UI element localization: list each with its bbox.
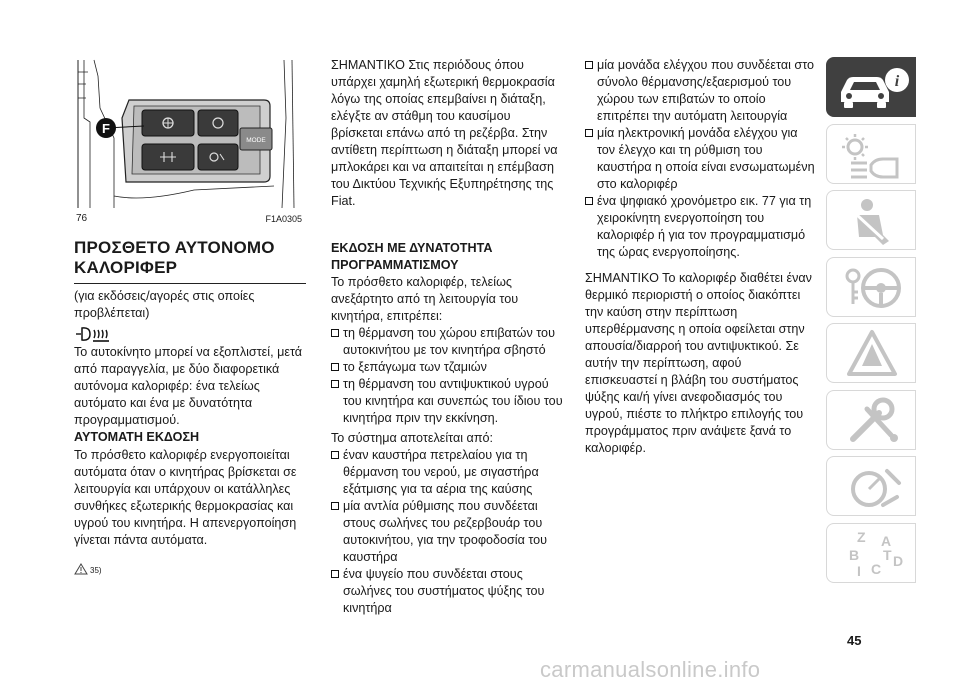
tab-safety[interactable] xyxy=(826,190,916,250)
tab-vehicle-knowledge[interactable] xyxy=(826,57,916,117)
important-note-limiter: ΣΗΜΑΝΤΙΚΟ Το καλοριφέρ διαθέτει έναν θερμικό περιοριστή ο οποίος διακόπτει την καύση στην περίπτωση υπερθέρμανσης η οποία οφείλεται στην απουσία/διαρροή του αντιψυκτικού. Σε αυτήν την περίπτωση, αφού επισκευαστεί η βλάβη του συστήματος ψύξης και/ή γίνει ανεφοδιασμός του υγρού, πιέστε το πλήκτρο επιλογής του προγράμματος πριν ανάψετε ξανά το καλοριφέρ. xyxy=(585,271,812,455)
mode-label: MODE xyxy=(246,137,266,144)
system-part-item: μία ηλεκτρονική μονάδα ελέγχου για τον έλεγχο και τη ρύθμιση του καυστήρα η οποία είναι ενσωματωμένη στο καλοριφέρ xyxy=(585,125,817,193)
index-letters-icon xyxy=(827,524,917,584)
system-part-item: ένα ψηφιακό χρονόμετρο εικ. 77 για τη χειροκίνητη ενεργοποίηση του καλοριφέρ ή για τον προγραμματισμό της ώρας ενεργοποίησης. xyxy=(585,193,817,261)
tab-index[interactable] xyxy=(826,523,916,583)
important-note-fuel: ΣΗΜΑΝΤΙΚΟ Στις περιόδους όπου υπάρχει χαμηλή εξωτερική θερμοκρασία λόγω της οποίας επεμβαίνει η διάταξη, ελέγξτε αν στάθμη του καυσίμου βρίσκεται επάνω από τη ρεζέρβα. Στην αντίθετη περίπτωση η διάταξη μπορεί να μπλοκάρει και να απαιτείται η επέμβαση του Δικτύου Τεχνικής Εξυπηρέτησης της Fiat. xyxy=(331,58,558,208)
tab-dashboard-lights[interactable] xyxy=(826,124,916,184)
index-letter: C xyxy=(871,560,882,577)
tab-emergency[interactable] xyxy=(826,323,916,383)
system-part-item: μία μονάδα ελέγχου που συνδέεται στο σύνολο θέρμανσης/εξαερισμού του χώρου των επιβατών το οποίο επιτρέπει την αυτόματη λειτουργία xyxy=(585,57,817,125)
car-info-icon xyxy=(827,58,917,118)
allows-item: το ξεπάγωμα των τζαμιών xyxy=(331,359,563,376)
system-part-item: μία αντλία ρύθμισης που συνδέεται στους σωλήνες του ρεζερβουάρ του αυτοκινήτου, για την τροφοδοσία του καυστήρα xyxy=(331,498,563,566)
figure-callout: F xyxy=(102,121,110,136)
page-number: 45 xyxy=(847,633,862,648)
system-part-item: έναν καυστήρα πετρελαίου για τη θέρμανση του νερού, με σιγαστήρα εξάτμισης για τα αέρια της καύσης xyxy=(331,447,563,498)
title-rule xyxy=(74,283,306,284)
warning-triangle-icon xyxy=(827,324,917,384)
figure-code: F1A0305 xyxy=(265,214,302,224)
tab-starting-driving[interactable] xyxy=(826,257,916,317)
warning-reference-number: 35) xyxy=(90,566,102,575)
eco-heater-icon xyxy=(74,324,118,344)
system-parts-continued xyxy=(585,57,817,261)
airbag-seat-icon xyxy=(827,191,917,251)
section-title-line2: ΚΑΛΟΡΙΦΕΡ xyxy=(74,258,178,277)
body-automatic: Το πρόσθετο καλοριφέρ ενεργοποιείται αυτόματα όταν ο κινητήρας βρίσκεται σε λειτουργία και υπάρχουν οι κατάλληλες συνθήκες εξωτερικής θερμοκρασίας και υγρού του κινητήρα. Η απενεργοποίηση γίνεται πάντα αυτόματα. xyxy=(74,448,297,547)
body-programmable: Το πρόσθετο καλοριφέρ, τελείως ανεξάρτητο από τη λειτουργία του κινητήρα, επιτρέπει: xyxy=(331,275,519,323)
index-letter: D xyxy=(893,552,904,569)
tab-maintenance[interactable] xyxy=(826,390,916,450)
intro-text: (για εκδόσεις/αγορές στις οποίες προβλέπεται) xyxy=(74,289,255,320)
watermark: carmanualsonline.info xyxy=(540,657,761,682)
tab-technical-data[interactable] xyxy=(826,456,916,516)
figure-number: 76 xyxy=(76,213,88,224)
index-letter: B xyxy=(849,546,860,563)
figure-caption xyxy=(74,213,304,227)
index-letter: A xyxy=(881,532,892,549)
wrench-tools-icon xyxy=(827,391,917,451)
index-letter: Z xyxy=(857,528,866,545)
allows-item: τη θέρμανση του χώρου επιβατών του αυτοκινήτου με τον κινητήρα σβηστό xyxy=(331,325,563,359)
gauge-tools-icon xyxy=(827,457,917,517)
section-title xyxy=(74,238,306,278)
system-intro: Το σύστημα αποτελείται από: xyxy=(331,431,494,445)
svg-text:i: i xyxy=(894,73,900,90)
warning-triangle-icon xyxy=(74,563,88,575)
dashboard-lights-icon xyxy=(827,125,917,185)
body-text: Το αυτοκίνητο μπορεί να εξοπλιστεί, μετά από παραγγελία, με δύο διαφορετικά αυτόνομα καλοριφέρ: ένα τελείως αυτόματο και ένα με δυνατότητα προγραμματισμού. xyxy=(74,345,303,427)
programmable-section xyxy=(331,274,563,617)
heading-programmable: ΕΚΔΟΣΗ ΜΕ ΔΥΝΑΤΟΤΗΤΑ ΠΡΟΓΡΑΜΜΑΤΙΣΜΟΥ xyxy=(331,241,493,272)
index-letter: I xyxy=(857,562,861,579)
heading-automatic: ΑΥΤΟΜΑΤΗ ΕΚΔΟΣΗ xyxy=(74,430,200,444)
system-part-item: ένα ψυγείο που συνδέεται στους σωλήνες του συστήματος ψύξης του κινητήρα xyxy=(331,566,563,617)
index-letter: T xyxy=(883,546,892,563)
warning-reference xyxy=(74,563,134,577)
section-title-line1: ΠΡΟΣΘΕΤΟ ΑΥΤΟΝΟΜΟ xyxy=(74,238,275,257)
control-panel-figure xyxy=(74,58,304,210)
chapter-tabs xyxy=(826,57,916,589)
steering-key-icon xyxy=(827,258,917,318)
allows-item: τη θέρμανση του αντιψυκτικού υγρού του κινητήρα και συνεπώς του ίδιου του κινητήρα πριν την εκκίνηση. xyxy=(331,376,563,427)
